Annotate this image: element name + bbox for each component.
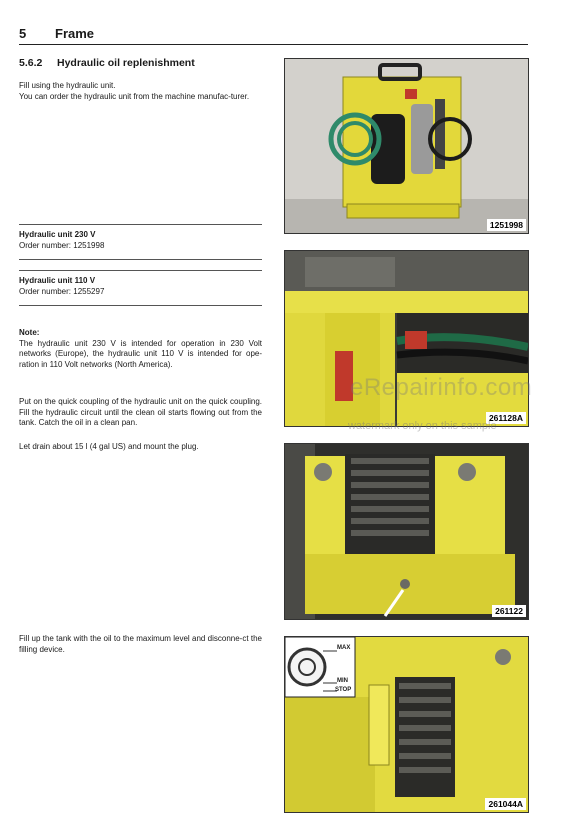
drain-plug-illustration (285, 444, 528, 619)
unit-230-name: Hydraulic unit 230 V (19, 230, 96, 239)
step-3-text: Fill up the tank with the oil to the maximum level and disconne-ct the filling device. (19, 634, 262, 654)
chapter-title: Frame (55, 26, 95, 41)
step-1-text: Put on the quick coupling of the hydraulic unit on the quick coupling. Fill the hydraulic circuit until the clean oil starts flowing out from the tank. Catch the oil in a clean pan. (19, 397, 262, 427)
gauge-max-label: MAX (337, 645, 351, 651)
watermark-subtext: watermark only on this sample (348, 420, 497, 432)
photo-hydraulic-unit (284, 58, 529, 234)
tank-level-illustration (285, 637, 528, 812)
chapter-number: 5 (19, 26, 27, 41)
photo-tank-level (284, 636, 529, 813)
photo-2-caption: 261128A (486, 412, 526, 424)
divider (19, 270, 262, 271)
section-heading (19, 57, 195, 69)
gauge-stop-label: STOP (335, 687, 352, 693)
unit-110-name: Hydraulic unit 110 V (19, 276, 96, 285)
note-text: The hydraulic unit 230 V is intended for operation in 230 Volt networks (Europe), the hydraulic unit 110 V is intended for ope-ration in 110 Volt networks (North America). (19, 338, 262, 369)
note-block (19, 328, 262, 370)
note-label: Note: (19, 328, 40, 337)
intro-line-1: Fill using the hydraulic unit. (19, 81, 116, 90)
photo-3-caption: 261122 (492, 605, 526, 617)
unit-110-block (19, 276, 262, 297)
divider (19, 305, 262, 306)
watermark-text: eRepairinfo.com (350, 374, 533, 401)
divider (19, 224, 262, 225)
gauge-min-label: MIN (337, 678, 348, 684)
photo-drain-plug (284, 443, 529, 620)
divider (19, 259, 262, 260)
unit-110-order: Order number: 1255297 (19, 286, 105, 296)
unit-230-order: Order number: 1251998 (19, 240, 105, 250)
chapter-header (19, 26, 528, 45)
hydraulic-unit-illustration (285, 59, 528, 233)
photo-1-caption: 1251998 (487, 219, 526, 231)
step-2-text: Let drain about 15 l (4 gal US) and mount the plug. (19, 442, 199, 451)
section-title: Hydraulic oil replenishment (57, 57, 195, 69)
intro-line-2: You can order the hydraulic unit from the machine manufac-turer. (19, 91, 250, 101)
intro-text (19, 81, 262, 102)
unit-230-block (19, 230, 262, 251)
section-number: 5.6.2 (19, 57, 43, 69)
photo-4-caption: 261044A (485, 798, 526, 810)
